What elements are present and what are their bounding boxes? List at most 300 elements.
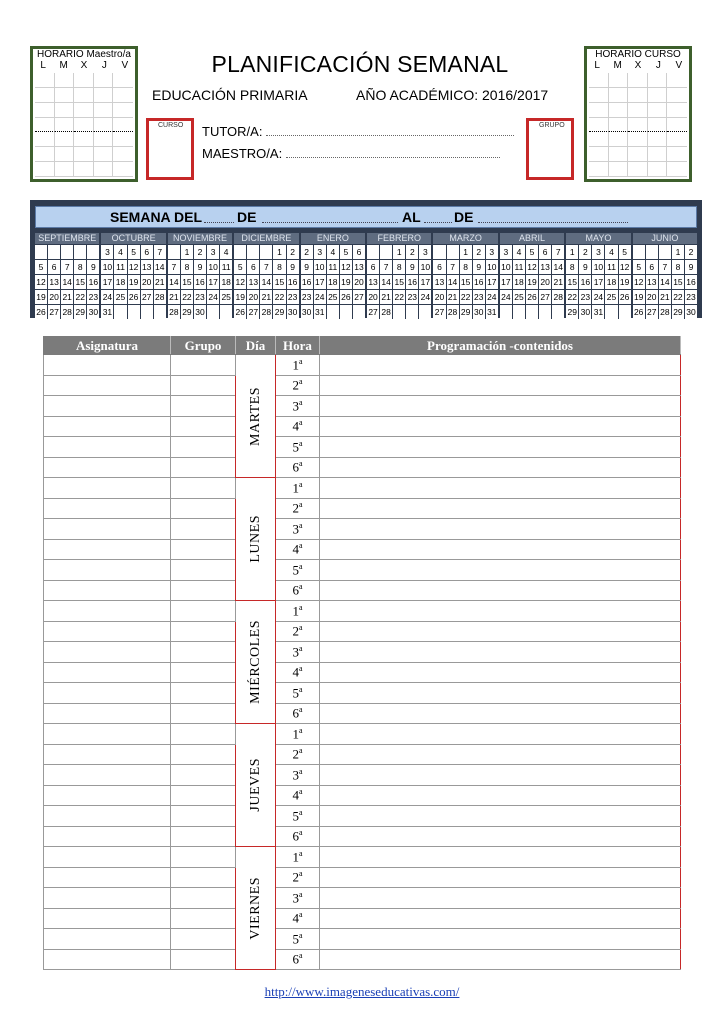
programacion-cell[interactable] (320, 888, 681, 909)
grupo-cell[interactable] (171, 375, 236, 396)
table-row (44, 375, 681, 396)
calendar-day: 1 (672, 245, 684, 259)
schedule-cell[interactable] (628, 73, 648, 88)
hour-number: 4 (292, 910, 299, 926)
month-name: DICIEMBRE (234, 233, 298, 244)
calendar-day: 3 (101, 245, 113, 259)
teacher-field[interactable] (202, 146, 500, 161)
schedule-cell[interactable] (94, 147, 114, 162)
grupo-cell[interactable] (171, 519, 236, 540)
programacion-cell[interactable] (320, 519, 681, 540)
asignatura-cell[interactable] (44, 539, 171, 560)
calendar-day: 14 (381, 277, 391, 287)
calendar-day: 26 (341, 292, 351, 302)
header-grupo: Grupo (171, 337, 236, 355)
programacion-cell[interactable] (320, 642, 681, 663)
grupo-cell[interactable] (171, 826, 236, 847)
schedule-cell[interactable] (609, 162, 629, 177)
programacion-cell[interactable] (320, 785, 681, 806)
teacher-schedule-weekdays (33, 60, 135, 71)
grupo-cell[interactable] (171, 683, 236, 704)
schedule-cell[interactable] (55, 88, 75, 103)
day-cell (236, 478, 276, 601)
schedule-cell[interactable] (648, 73, 668, 88)
calendar-day (247, 245, 259, 259)
hour-ordinal: a (298, 520, 303, 530)
day-label: LUNES (247, 515, 263, 563)
hour-ordinal: a (298, 418, 303, 428)
calendar-day: 14 (62, 277, 72, 287)
grupo-cell[interactable] (171, 601, 236, 622)
programacion-cell[interactable] (320, 498, 681, 519)
table-row (44, 396, 681, 417)
schedule-cell[interactable] (74, 103, 94, 118)
programacion-cell[interactable] (320, 662, 681, 683)
asignatura-cell[interactable] (44, 642, 171, 663)
calendar-day: 30 (195, 307, 205, 317)
schedule-cell[interactable] (113, 73, 133, 88)
programacion-cell[interactable] (320, 908, 681, 929)
schedule-cell[interactable] (609, 103, 629, 118)
asignatura-cell[interactable] (44, 601, 171, 622)
calendar-day: 12 (36, 277, 46, 287)
schedule-cell[interactable] (94, 118, 114, 133)
calendar-day: 27 (248, 307, 259, 317)
schedule-cell[interactable] (35, 147, 55, 162)
programacion-cell[interactable] (320, 949, 681, 970)
hour-number: 5 (292, 807, 299, 823)
schedule-cell[interactable] (35, 88, 55, 103)
tutor-label: TUTOR/A: (202, 124, 263, 139)
calendar-day: 12 (235, 277, 245, 287)
programacion-cell[interactable] (320, 601, 681, 622)
schedule-cell[interactable] (628, 162, 648, 177)
calendar-day: 8 (672, 260, 684, 274)
calendar-day: 16 (407, 277, 418, 287)
calendar-day: 7 (61, 260, 73, 274)
asignatura-cell[interactable] (44, 396, 171, 417)
asignatura-cell[interactable] (44, 785, 171, 806)
footer-website-link[interactable]: http://www.imageneseducativas.com/ (264, 984, 460, 999)
tutor-field[interactable] (202, 124, 514, 139)
calendar-day: 11 (514, 262, 524, 272)
calendar-day: 20 (141, 277, 152, 287)
grupo-cell[interactable] (171, 724, 236, 745)
calendar-day: 12 (341, 262, 351, 272)
calendar-day: 13 (141, 262, 152, 272)
calendar-day: 7 (168, 260, 180, 274)
schedule-cell[interactable] (609, 73, 629, 88)
calendar-day: 19 (128, 277, 139, 287)
teacher-schedule-grid[interactable] (35, 73, 133, 177)
schedule-cell[interactable] (609, 88, 629, 103)
schedule-cell[interactable] (609, 147, 629, 162)
schedule-cell[interactable] (589, 73, 609, 88)
asignatura-cell[interactable] (44, 662, 171, 683)
schedule-cell[interactable] (94, 103, 114, 118)
day-label: MIÉRCOLES (247, 620, 263, 704)
calendar-day: 23 (580, 292, 591, 302)
asignatura-cell[interactable] (44, 847, 171, 868)
calendar-day: 28 (155, 292, 165, 302)
programacion-cell[interactable] (320, 847, 681, 868)
schedule-cell[interactable] (589, 147, 609, 162)
hour-cell (276, 355, 320, 376)
programacion-cell[interactable] (320, 806, 681, 827)
programacion-cell[interactable] (320, 560, 681, 581)
asignatura-cell[interactable] (44, 826, 171, 847)
schedule-cell[interactable] (648, 132, 668, 147)
curso-box[interactable] (146, 118, 194, 180)
hour-ordinal: a (298, 930, 303, 940)
calendar-day: 2 (685, 245, 697, 259)
schedule-cell[interactable] (667, 162, 687, 177)
programacion-cell[interactable] (320, 703, 681, 724)
table-row (44, 560, 681, 581)
calendar-day: 9 (685, 260, 697, 274)
schedule-cell[interactable] (628, 103, 648, 118)
calendar-day: 9 (473, 260, 485, 274)
programacion-cell[interactable] (320, 478, 681, 499)
table-row (44, 847, 681, 868)
academic-year: AÑO ACADÉMICO: 2016/2017 (356, 87, 549, 103)
calendar-day (646, 245, 658, 259)
calendar-day: 22 (182, 292, 192, 302)
grupo-cell[interactable] (171, 662, 236, 683)
asignatura-cell[interactable] (44, 683, 171, 704)
calendar-day: 26 (619, 292, 630, 302)
calendar-day: 29 (75, 307, 85, 317)
grupo-cell[interactable] (171, 703, 236, 724)
calendar-day: 23 (195, 292, 205, 302)
week-start-month-line[interactable] (262, 222, 398, 223)
schedule-cell[interactable] (589, 88, 609, 103)
calendar-day: 9 (301, 260, 313, 274)
hour-ordinal: a (298, 602, 303, 612)
grupo-cell[interactable] (171, 949, 236, 970)
months-row (35, 233, 697, 317)
grupo-cell[interactable] (171, 806, 236, 827)
calendar-day: 5 (35, 260, 47, 274)
schedule-cell[interactable] (648, 88, 668, 103)
hour-number: 6 (292, 459, 299, 475)
calendar-day: 27 (141, 292, 152, 302)
calendar-day: 3 (500, 245, 512, 259)
calendar-day: 21 (261, 292, 272, 302)
schedule-cell[interactable] (589, 103, 609, 118)
schedule-cell[interactable] (609, 132, 629, 147)
schedule-cell[interactable] (648, 162, 668, 177)
calendar-day: 22 (394, 292, 404, 302)
schedule-cell[interactable] (55, 103, 75, 118)
asignatura-cell[interactable] (44, 560, 171, 581)
schedule-cell[interactable] (35, 132, 55, 147)
header-asignatura: Asignatura (44, 337, 171, 355)
calendar-day: 22 (460, 292, 471, 302)
asignatura-cell[interactable] (44, 744, 171, 765)
grupo-box[interactable] (526, 118, 574, 180)
schedule-cell[interactable] (113, 162, 133, 177)
calendar-day (419, 305, 431, 319)
asignatura-cell[interactable] (44, 908, 171, 929)
calendar-day (526, 305, 538, 319)
calendar-day: 9 (87, 260, 99, 274)
asignatura-cell[interactable] (44, 519, 171, 540)
programacion-cell[interactable] (320, 396, 681, 417)
asignatura-cell[interactable] (44, 416, 171, 437)
schedule-cell[interactable] (628, 118, 648, 133)
schedule-cell[interactable] (648, 118, 668, 133)
schedule-cell[interactable] (589, 118, 609, 133)
week-start-day-line[interactable] (204, 222, 234, 223)
programacion-cell[interactable] (320, 867, 681, 888)
calendar-day: 11 (607, 262, 616, 272)
week-end-month-line[interactable] (478, 222, 628, 223)
schedule-cell[interactable] (648, 103, 668, 118)
schedule-cell[interactable] (667, 103, 687, 118)
schedule-cell[interactable] (35, 162, 55, 177)
hour-cell (276, 785, 320, 806)
grupo-cell[interactable] (171, 539, 236, 560)
asignatura-cell[interactable] (44, 375, 171, 396)
programacion-cell[interactable] (320, 621, 681, 642)
programacion-cell[interactable] (320, 539, 681, 560)
schedule-cell[interactable] (628, 147, 648, 162)
calendar-day: 5 (128, 245, 140, 259)
month-days-grid (35, 245, 99, 319)
schedule-cell[interactable] (35, 73, 55, 88)
grupo-cell[interactable] (171, 396, 236, 417)
schedule-cell[interactable] (667, 132, 687, 147)
schedule-cell[interactable] (74, 118, 94, 133)
hour-number: 5 (292, 684, 299, 700)
schedule-cell[interactable] (113, 88, 133, 103)
schedule-cell[interactable] (55, 162, 75, 177)
day-label: JUEVES (247, 758, 263, 812)
hour-ordinal: a (298, 951, 303, 961)
schedule-cell[interactable] (74, 147, 94, 162)
asignatura-cell[interactable] (44, 457, 171, 478)
programacion-cell[interactable] (320, 375, 681, 396)
schedule-cell[interactable] (74, 162, 94, 177)
calendar-day: 15 (567, 277, 578, 287)
schedule-cell[interactable] (113, 118, 133, 133)
programacion-cell[interactable] (320, 826, 681, 847)
calendar-day: 9 (406, 260, 418, 274)
hour-cell (276, 724, 320, 745)
asignatura-cell[interactable] (44, 437, 171, 458)
grupo-cell[interactable] (171, 416, 236, 437)
calendar-day: 21 (62, 292, 72, 302)
day-label: VIERNES (247, 876, 263, 940)
schedule-cell[interactable] (94, 73, 114, 88)
calendar-day: 14 (261, 277, 272, 287)
programacion-cell[interactable] (320, 724, 681, 745)
schedule-cell[interactable] (628, 88, 648, 103)
grupo-cell[interactable] (171, 437, 236, 458)
calendar-day: 21 (381, 292, 391, 302)
hour-number: 6 (292, 705, 299, 721)
hour-ordinal: a (298, 705, 303, 715)
grupo-cell[interactable] (171, 642, 236, 663)
schedule-cell[interactable] (589, 132, 609, 147)
schedule-cell[interactable] (589, 162, 609, 177)
hour-cell (276, 539, 320, 560)
schedule-cell[interactable] (94, 162, 114, 177)
grupo-cell[interactable] (171, 888, 236, 909)
grupo-cell[interactable] (171, 498, 236, 519)
grupo-cell[interactable] (171, 478, 236, 499)
planning-table (43, 336, 681, 970)
grupo-cell[interactable] (171, 621, 236, 642)
calendar-day: 20 (49, 292, 59, 302)
programacion-cell[interactable] (320, 929, 681, 950)
calendar-day: 20 (540, 277, 550, 287)
grupo-cell[interactable] (171, 765, 236, 786)
schedule-cell[interactable] (667, 73, 687, 88)
schedule-cell[interactable] (74, 132, 94, 147)
hour-ordinal: a (298, 459, 303, 469)
course-schedule-weekdays (587, 60, 689, 71)
asignatura-cell[interactable] (44, 498, 171, 519)
schedule-cell[interactable] (35, 103, 55, 118)
grupo-cell[interactable] (171, 457, 236, 478)
calendar-day: 13 (647, 277, 657, 287)
calendar-day: 21 (553, 277, 563, 287)
calendar-day: 22 (274, 292, 285, 302)
schedule-cell[interactable] (113, 147, 133, 162)
calendar-day: 23 (287, 292, 298, 302)
programacion-cell[interactable] (320, 765, 681, 786)
asignatura-cell[interactable] (44, 949, 171, 970)
month-name: JUNIO (633, 233, 697, 244)
hour-ordinal: a (298, 725, 303, 735)
calendar-day: 27 (647, 307, 657, 317)
schedule-cell[interactable] (55, 147, 75, 162)
grupo-cell[interactable] (171, 355, 236, 376)
schedule-cell[interactable] (74, 88, 94, 103)
asignatura-cell[interactable] (44, 888, 171, 909)
asignatura-cell[interactable] (44, 703, 171, 724)
calendar-day (234, 245, 246, 259)
grupo-cell[interactable] (171, 908, 236, 929)
asignatura-cell[interactable] (44, 724, 171, 745)
calendar-day (74, 245, 86, 259)
asignatura-cell[interactable] (44, 929, 171, 950)
week-end-day-line[interactable] (424, 222, 452, 223)
teacher-input-line[interactable] (286, 148, 500, 158)
tutor-input-line[interactable] (266, 126, 514, 136)
weekday-letter: L (594, 60, 600, 71)
schedule-cell[interactable] (648, 147, 668, 162)
programacion-cell[interactable] (320, 416, 681, 437)
hour-ordinal: a (298, 377, 303, 387)
grupo-cell[interactable] (171, 867, 236, 888)
grupo-cell[interactable] (171, 929, 236, 950)
asignatura-cell[interactable] (44, 621, 171, 642)
schedule-cell[interactable] (113, 103, 133, 118)
calendar-day: 10 (315, 262, 325, 272)
header-dia: Día (236, 337, 276, 355)
asignatura-cell[interactable] (44, 478, 171, 499)
schedule-cell[interactable] (74, 73, 94, 88)
calendar-day: 21 (660, 292, 670, 302)
hour-cell (276, 478, 320, 499)
calendar-day (327, 305, 339, 319)
schedule-cell[interactable] (55, 73, 75, 88)
hour-cell (276, 806, 320, 827)
calendar-day (48, 245, 60, 259)
schedule-cell[interactable] (35, 118, 55, 133)
calendar-day: 31 (593, 307, 604, 317)
programacion-cell[interactable] (320, 580, 681, 601)
asignatura-cell[interactable] (44, 355, 171, 376)
calendar-day: 25 (606, 292, 617, 302)
calendar-day: 24 (593, 292, 604, 302)
schedule-cell[interactable] (55, 118, 75, 133)
schedule-cell[interactable] (667, 118, 687, 133)
calendar-day: 15 (673, 277, 683, 287)
table-row (44, 478, 681, 499)
calendar-month (367, 233, 431, 317)
calendar-day: 23 (301, 292, 312, 302)
schedule-cell[interactable] (667, 88, 687, 103)
programacion-cell[interactable] (320, 437, 681, 458)
calendar-day: 28 (381, 307, 391, 317)
hour-ordinal: a (298, 582, 303, 592)
calendar-day (260, 245, 272, 259)
schedule-cell[interactable] (94, 88, 114, 103)
grupo-cell[interactable] (171, 580, 236, 601)
grupo-cell[interactable] (171, 744, 236, 765)
calendar-day: 16 (301, 277, 312, 287)
programacion-cell[interactable] (320, 457, 681, 478)
schedule-cell[interactable] (667, 147, 687, 162)
programacion-cell[interactable] (320, 744, 681, 765)
schedule-cell[interactable] (55, 132, 75, 147)
programacion-cell[interactable] (320, 683, 681, 704)
asignatura-cell[interactable] (44, 580, 171, 601)
calendar-day (61, 245, 73, 259)
grupo-cell[interactable] (171, 785, 236, 806)
schedule-cell[interactable] (94, 132, 114, 147)
schedule-cell[interactable] (113, 132, 133, 147)
grupo-cell[interactable] (171, 560, 236, 581)
calendar-day: 1 (181, 245, 193, 259)
hour-number: 5 (292, 438, 299, 454)
schedule-cell[interactable] (609, 118, 629, 133)
hour-ordinal: a (298, 479, 303, 489)
calendar-day (513, 305, 525, 319)
programacion-cell[interactable] (320, 355, 681, 376)
calendar-day: 28 (169, 307, 179, 317)
hour-ordinal: a (298, 787, 303, 797)
course-schedule-grid[interactable] (589, 73, 687, 177)
week-range-bar[interactable] (35, 206, 697, 228)
teacher-label: MAESTRO/A: (202, 146, 283, 161)
calendar-day: 31 (102, 307, 113, 317)
asignatura-cell[interactable] (44, 806, 171, 827)
schedule-cell[interactable] (628, 132, 648, 147)
teacher-schedule-title: HORARIO Maestro/a (37, 49, 131, 60)
asignatura-cell[interactable] (44, 765, 171, 786)
day-cell (236, 355, 276, 478)
hour-cell (276, 375, 320, 396)
month-days-grid (433, 245, 497, 319)
grupo-cell[interactable] (171, 847, 236, 868)
calendar-day: 28 (447, 307, 458, 317)
asignatura-cell[interactable] (44, 867, 171, 888)
